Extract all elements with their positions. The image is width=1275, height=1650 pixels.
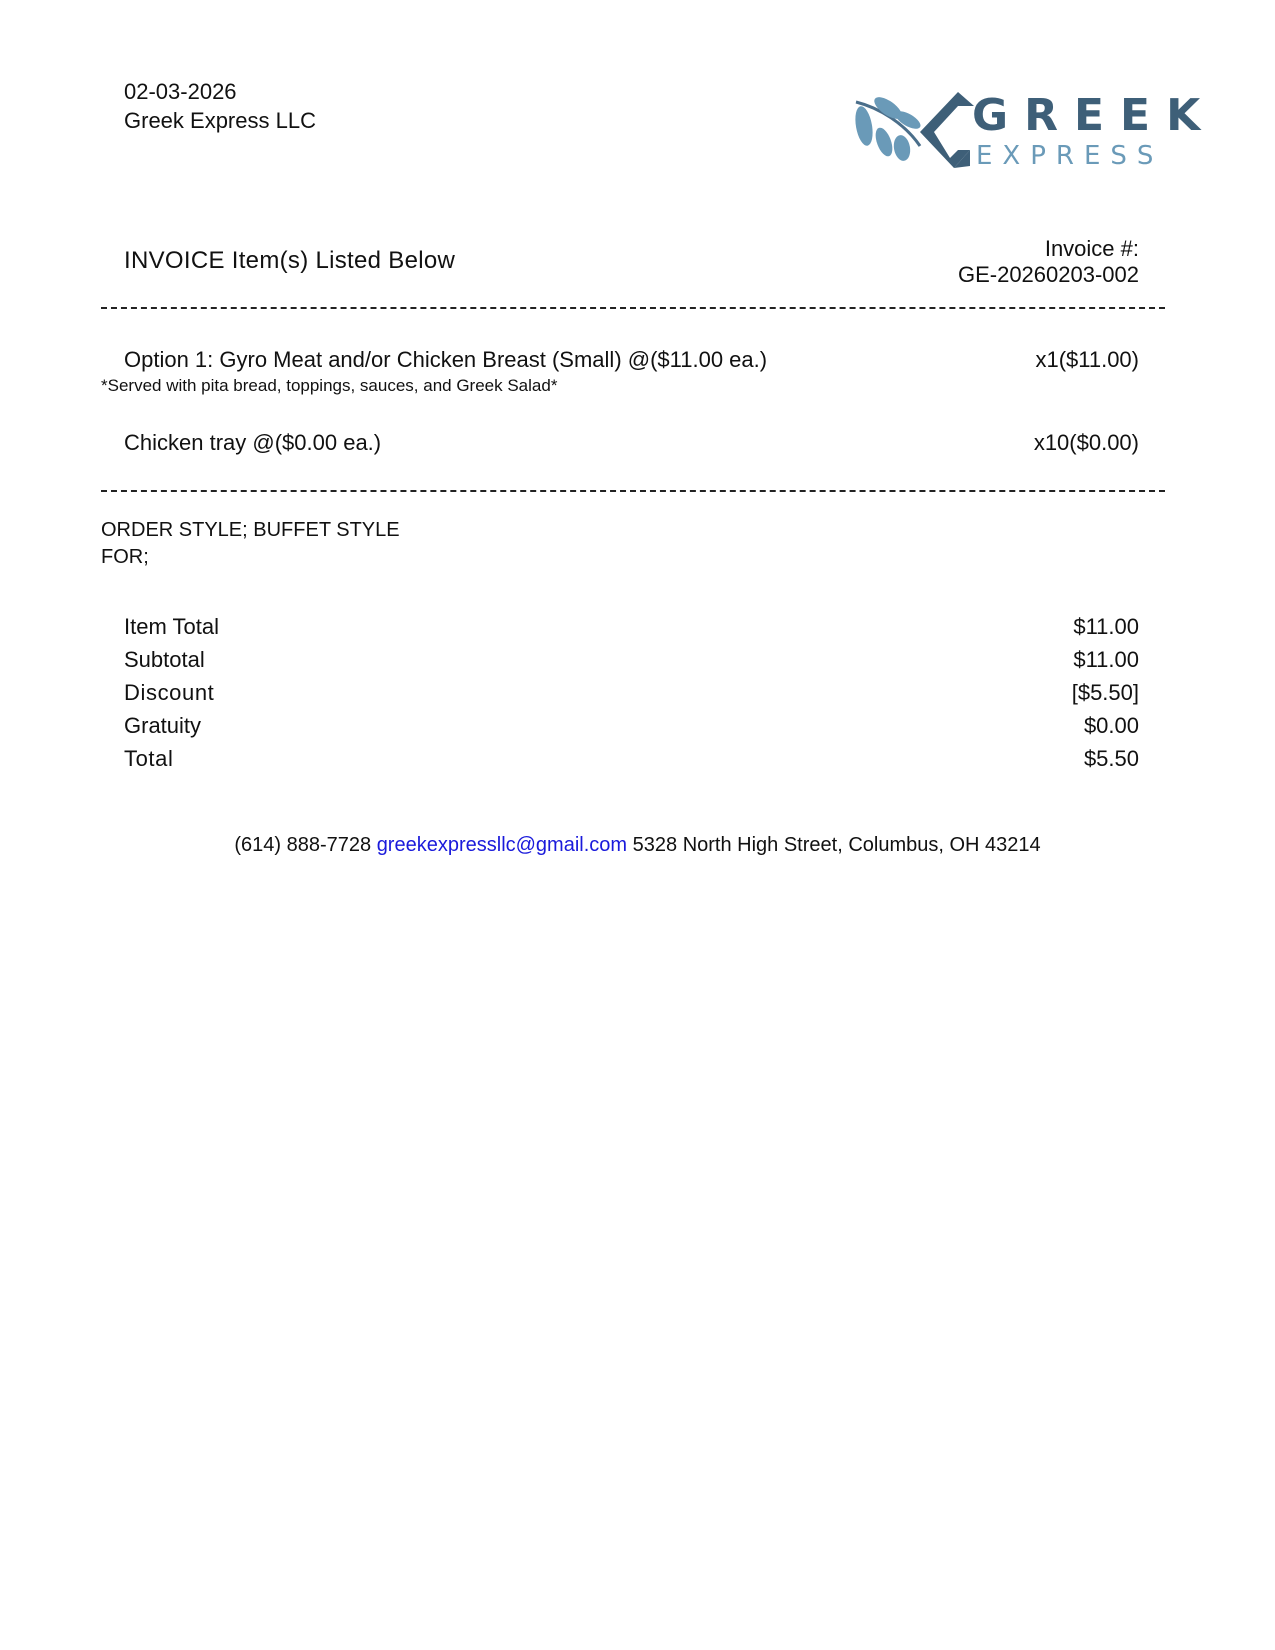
total-label-total: Total: [124, 746, 174, 771]
total-value-total: $5.50: [1083, 746, 1139, 771]
divider-bottom: [101, 490, 1165, 492]
olive-branch-logo-icon: [850, 86, 1217, 176]
order-style: ORDER STYLE; BUFFET STYLE: [101, 519, 400, 541]
total-value-discount: [$5.50]: [1071, 680, 1139, 705]
total-value-item-total: $11.00: [1073, 614, 1139, 639]
logo-text-greek: GREEK: [972, 90, 1217, 141]
divider-top: [101, 307, 1165, 309]
company-logo: [850, 86, 1217, 176]
invoice-number: GE-20260203-002: [957, 262, 1139, 287]
footer-email-link[interactable]: greekexpressllc@gmail.com: [376, 834, 628, 856]
invoice-title: INVOICE Item(s) Listed Below: [124, 247, 456, 274]
total-label-gratuity: Gratuity: [124, 713, 202, 738]
item-description: Chicken tray @($0.00 ea.): [124, 430, 382, 455]
item-qty-price: x10($0.00): [1033, 430, 1139, 455]
total-label-subtotal: Subtotal: [124, 647, 205, 672]
footer-phone: (614) 888-7728: [234, 834, 372, 856]
total-value-gratuity: $0.00: [1083, 713, 1139, 738]
total-value-subtotal: $11.00: [1073, 647, 1139, 672]
total-label-item-total: Item Total: [124, 614, 219, 639]
logo-text-express: EXPRESS: [976, 141, 1164, 171]
invoice-number-label: Invoice #:: [1044, 236, 1139, 261]
item-note: *Served with pita bread, toppings, sauces, and Greek Salad*: [101, 376, 558, 395]
footer-address: 5328 North High Street, Columbus, OH 43214: [632, 834, 1041, 856]
order-for: FOR;: [101, 546, 149, 568]
item-qty-price: x1($11.00): [1035, 347, 1139, 372]
invoice-date: 02-03-2026: [124, 79, 237, 104]
total-label-discount: Discount: [124, 680, 215, 705]
item-description: Option 1: Gyro Meat and/or Chicken Breast (Small) @($11.00 ea.): [124, 347, 768, 372]
footer-contact: [0, 832, 1275, 858]
company-name: Greek Express LLC: [124, 108, 316, 133]
